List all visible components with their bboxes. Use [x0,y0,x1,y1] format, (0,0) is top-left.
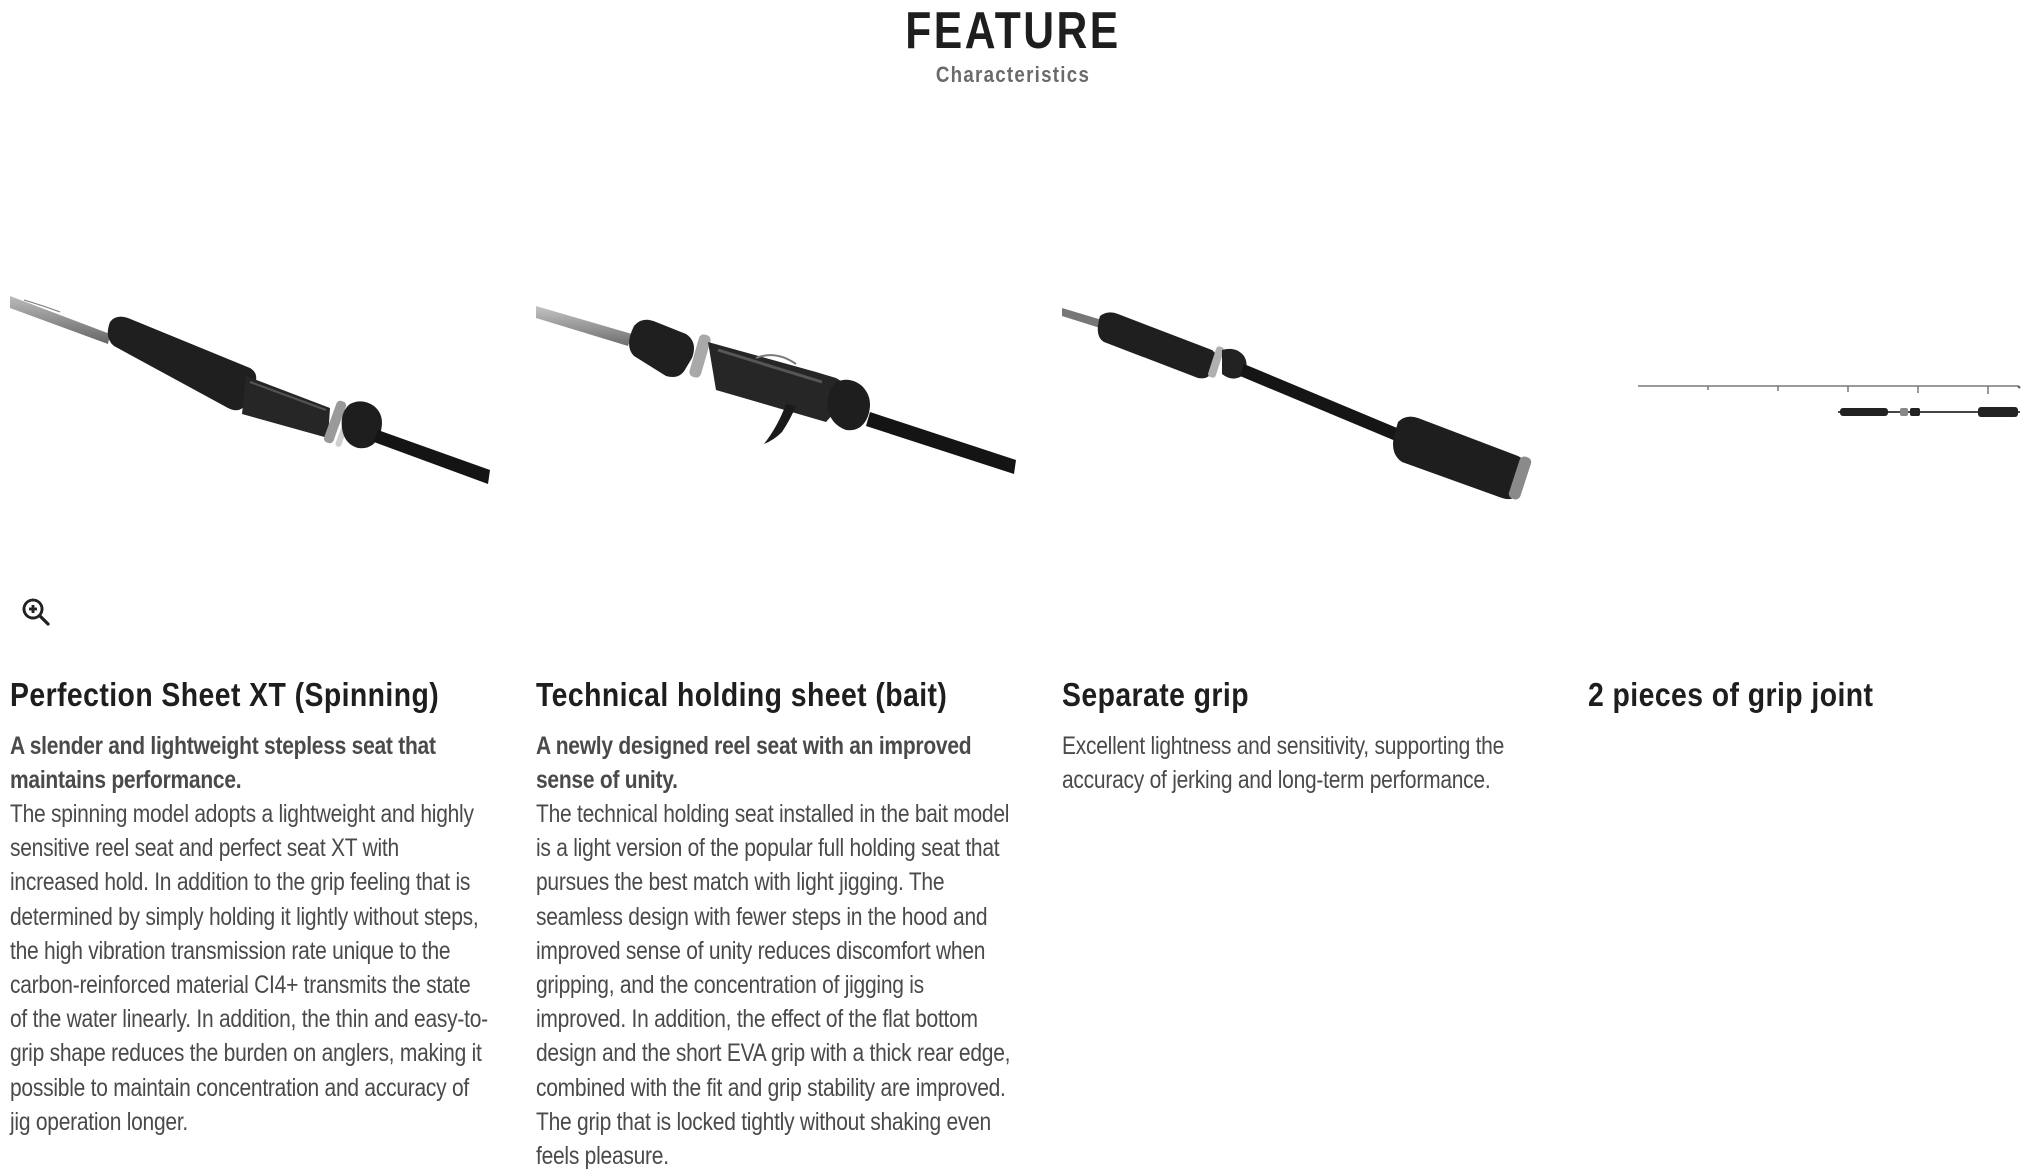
section-header [0,0,2026,90]
feature-image[interactable] [1588,120,2026,600]
feature-card [1062,120,1542,795]
feature-body: The technical holding seat installed in the bait model is a light version of the popular full holding seat that pursues the best match with light jigging. The seamless design with fewer steps in the hood and improved sense of unity reduces discomfort when gripping, and the concentration of jigging is improved. In addition, the effect of the flat bottom design and the short EVA grip with a thick rear edge, combined with the fit and grip stability are improved. The grip that is locked tightly without shaking even feels pleasure. [536,800,1011,1171]
feature-image[interactable] [1062,120,1542,600]
feature-title: Separate grip [1062,676,1249,713]
spinning-rod-grip-image [10,120,490,600]
section-title: FEATURE [905,2,1121,60]
feature-image[interactable] [10,120,490,600]
feature-image[interactable] [536,120,1016,600]
feature-card [1588,120,2026,713]
bait-rod-grip-image [536,120,1016,600]
feature-text [536,675,1016,1173]
feature-text [1062,675,1542,797]
feature-title: 2 pieces of grip joint [1588,676,1874,713]
feature-lead: A slender and lightweight stepless seat that maintains performance. [10,732,436,794]
feature-list [10,120,2026,1171]
feature-body: The spinning model adopts a lightweight and highly sensitive reel seat and perfect seat XT with increased hold. In addition to the grip feeling that is determined by simply holding it lightly without steps, the high vibration transmission rate unique to the carbon-reinforced material CI4+ transmits the state of the water linearly. In addition, the thin and easy-to-grip shape reduces the burden on anglers, making it possible to maintain concentration and accuracy of jig operation longer. [10,800,488,1136]
feature-card [10,120,490,1136]
feature-card [536,120,1016,1171]
two-piece-rod-image [1588,120,2026,600]
zoom-in-icon [20,596,52,628]
feature-title: Perfection Sheet XT (Spinning) [10,676,440,713]
section-subtitle: Characteristics [935,62,1091,87]
zoom-button[interactable] [20,596,52,628]
feature-text [1588,675,2026,729]
feature-text [10,675,490,1139]
feature-lead: A newly designed reel seat with an improved sense of unity. [536,732,972,794]
separate-grip-rod-image [1062,120,1542,600]
feature-title: Technical holding sheet (bait) [536,676,948,713]
feature-body: Excellent lightness and sensitivity, supporting the accuracy of jerking and long-term performance. [1062,732,1505,795]
